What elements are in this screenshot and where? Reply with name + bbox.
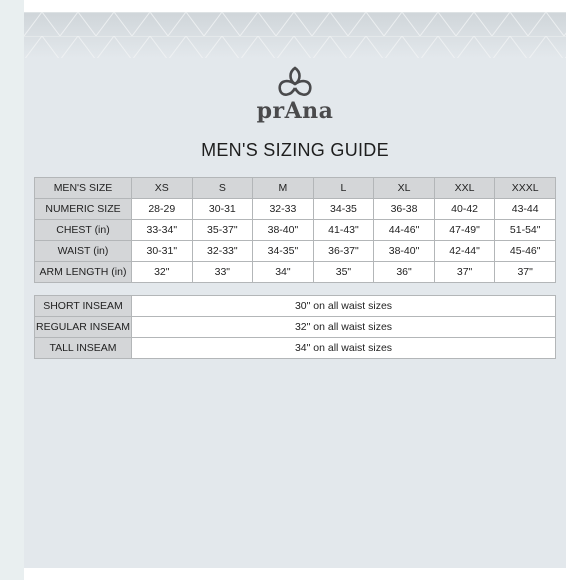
table-cell: 32" on all waist sizes xyxy=(132,317,556,338)
column-header: XXXL xyxy=(495,178,556,199)
table-cell: 34-35 xyxy=(313,199,374,220)
table-row xyxy=(35,241,556,262)
table-row xyxy=(35,317,556,338)
table-cell: 33" xyxy=(192,262,253,283)
table-cell: 34-35" xyxy=(253,241,314,262)
table-row xyxy=(35,262,556,283)
row-header: NUMERIC SIZE xyxy=(35,199,132,220)
table-row xyxy=(35,338,556,359)
inseam-table xyxy=(34,295,556,359)
column-header: XS xyxy=(132,178,193,199)
column-header: XXL xyxy=(434,178,495,199)
table-cell: 38-40" xyxy=(253,220,314,241)
table-cell: 30-31" xyxy=(132,241,193,262)
row-header: ARM LENGTH (in) xyxy=(35,262,132,283)
table-cell: 38-40" xyxy=(374,241,435,262)
row-header: TALL INSEAM xyxy=(35,338,132,359)
size-table xyxy=(34,177,556,283)
table-cell: 36-38 xyxy=(374,199,435,220)
table-cell: 51-54" xyxy=(495,220,556,241)
table-row xyxy=(35,220,556,241)
row-header: CHEST (in) xyxy=(35,220,132,241)
table-cell: 37" xyxy=(495,262,556,283)
table-cell: 28-29 xyxy=(132,199,193,220)
table-cell: 32-33" xyxy=(192,241,253,262)
page-title: MEN'S SIZING GUIDE xyxy=(201,140,389,160)
table-header-row xyxy=(35,178,556,199)
column-header: M xyxy=(253,178,314,199)
table-cell: 35-37" xyxy=(192,220,253,241)
table-cell: 32-33 xyxy=(253,199,314,220)
table-cell: 37" xyxy=(434,262,495,283)
table-cell: 35" xyxy=(313,262,374,283)
left-margin-strip xyxy=(0,0,24,580)
table-row xyxy=(35,199,556,220)
table-cell: 32" xyxy=(132,262,193,283)
header-geometric-pattern xyxy=(24,12,566,58)
table-cell: 36-37" xyxy=(313,241,374,262)
table-cell: 40-42 xyxy=(434,199,495,220)
row-header: REGULAR INSEAM xyxy=(35,317,132,338)
sizing-guide-panel xyxy=(24,12,566,568)
table-cell: 41-43" xyxy=(313,220,374,241)
table-cell: 30" on all waist sizes xyxy=(132,296,556,317)
brand-name: prAna xyxy=(256,98,334,124)
table-cell: 36" xyxy=(374,262,435,283)
table-cell: 33-34" xyxy=(132,220,193,241)
column-header: MEN'S SIZE xyxy=(35,178,132,199)
table-cell: 44-46" xyxy=(374,220,435,241)
column-header: S xyxy=(192,178,253,199)
row-header: SHORT INSEAM xyxy=(35,296,132,317)
table-cell: 45-46" xyxy=(495,241,556,262)
column-header: XL xyxy=(374,178,435,199)
table-cell: 42-44" xyxy=(434,241,495,262)
table-cell: 43-44 xyxy=(495,199,556,220)
table-cell: 34" on all waist sizes xyxy=(132,338,556,359)
table-cell: 34" xyxy=(253,262,314,283)
table-row xyxy=(35,296,556,317)
table-cell: 30-31 xyxy=(192,199,253,220)
column-header: L xyxy=(313,178,374,199)
table-cell: 47-49" xyxy=(434,220,495,241)
row-header: WAIST (in) xyxy=(35,241,132,262)
